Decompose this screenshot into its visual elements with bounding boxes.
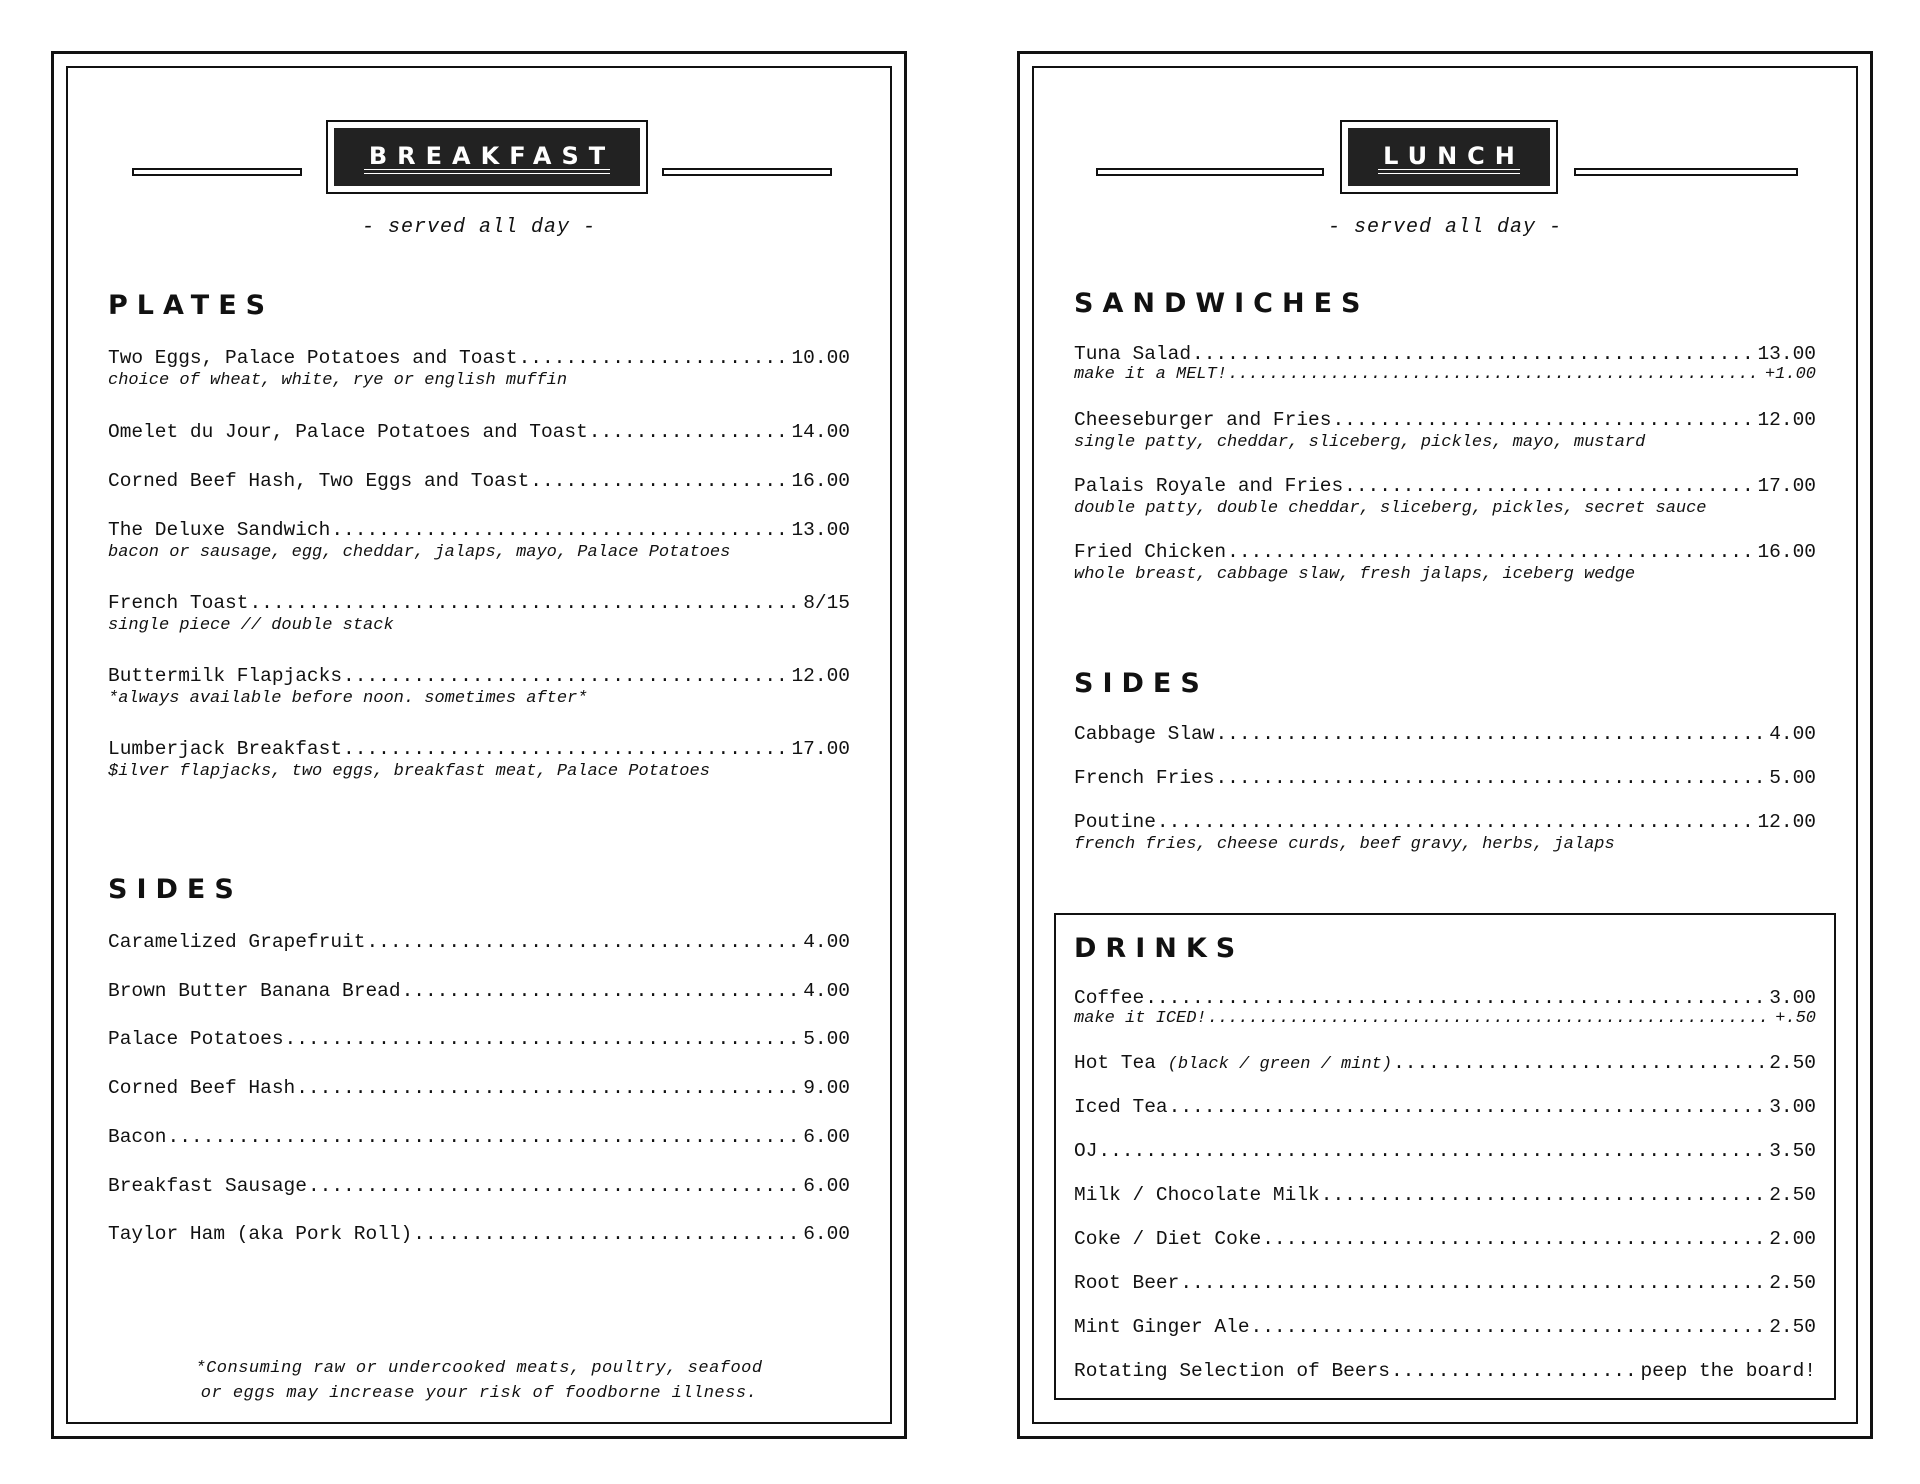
drink-item [1074, 1184, 1816, 1206]
item-price: 4.00 [803, 980, 850, 1002]
item-name: Taylor Ham (aka Pork Roll) [108, 1223, 413, 1245]
menu-item [108, 421, 850, 443]
item-name: Coke / Diet Coke [1074, 1228, 1262, 1250]
addon-name: make it ICED! [1074, 1009, 1207, 1028]
banner-rule-left [1096, 168, 1324, 176]
banner-rule-left [132, 168, 302, 176]
lunch-inner-frame [1032, 66, 1858, 1424]
footnote-line: *Consuming raw or undercooked meats, poultry, seafood [195, 1359, 763, 1378]
item-price: 12.00 [1757, 811, 1816, 833]
item-price: 9.00 [803, 1077, 850, 1099]
item-name: French Toast [108, 592, 249, 614]
breakfast-inner-frame [66, 66, 892, 1424]
side-item [1074, 723, 1816, 745]
item-description: bacon or sausage, egg, cheddar, jalaps, mayo, Palace Potatoes [108, 543, 731, 562]
menu-item [1074, 343, 1816, 384]
side-item [1074, 811, 1816, 854]
side-item [108, 1175, 850, 1197]
item-name: Buttermilk Flapjacks [108, 665, 343, 687]
item-price: 8/15 [803, 592, 850, 614]
drink-item [1074, 1096, 1816, 1118]
item-price: 3.00 [1769, 1096, 1816, 1118]
item-name: Corned Beef Hash, Two Eggs and Toast [108, 470, 530, 492]
drinks-box [1054, 913, 1836, 1400]
item-description: double patty, double cheddar, sliceberg, pickles, secret sauce [1074, 499, 1707, 518]
side-item [108, 1028, 850, 1050]
item-description: $ilver flapjacks, two eggs, breakfast meat, Palace Potatoes [108, 762, 710, 781]
sides-heading: SIDES [108, 874, 243, 905]
item-name: Fried Chicken [1074, 541, 1227, 563]
item-price: 14.00 [791, 421, 850, 443]
item-name: Two Eggs, Palace Potatoes and Toast [108, 347, 518, 369]
item-name: Corned Beef Hash [108, 1077, 296, 1099]
breakfast-title: BREAKFAST [368, 142, 616, 170]
lunch-title-banner [1340, 120, 1558, 194]
drinks-heading: DRINKS [1074, 933, 1245, 964]
item-name: Iced Tea [1074, 1096, 1168, 1118]
banner-rule-right [662, 168, 832, 176]
menu-item [1074, 409, 1816, 452]
drink-item [1074, 1360, 1816, 1382]
item-price: 17.00 [1757, 475, 1816, 497]
item-price: 4.00 [1769, 723, 1816, 745]
item-name: Omelet du Jour, Palace Potatoes and Toast [108, 421, 588, 443]
item-price: 12.00 [791, 665, 850, 687]
item-description: single patty, cheddar, sliceberg, pickles, mayo, mustard [1074, 433, 1646, 452]
item-price: 17.00 [791, 738, 850, 760]
item-name: Hot Tea [1074, 1052, 1156, 1074]
item-price: 13.00 [1757, 343, 1816, 365]
item-price: 2.50 [1769, 1184, 1816, 1206]
side-item [108, 1077, 850, 1099]
breakfast-title-banner [326, 120, 648, 194]
side-item [108, 1126, 850, 1148]
item-description: whole breast, cabbage slaw, fresh jalaps, iceberg wedge [1074, 565, 1636, 584]
breakfast-menu-panel [51, 51, 907, 1439]
lunch-menu-panel [1017, 51, 1873, 1439]
item-name: Brown Butter Banana Bread [108, 980, 401, 1002]
drink-item [1074, 987, 1816, 1028]
item-name: French Fries [1074, 767, 1215, 789]
item-name: Breakfast Sausage [108, 1175, 307, 1197]
drink-item [1074, 1140, 1816, 1162]
item-price: 4.00 [803, 931, 850, 953]
item-name: Bacon [108, 1126, 167, 1148]
drink-item [1074, 1228, 1816, 1250]
item-name: Caramelized Grapefruit [108, 931, 366, 953]
menu-item [108, 347, 850, 390]
item-price: 12.00 [1757, 409, 1816, 431]
menu-item [108, 665, 850, 708]
item-name: Root Beer [1074, 1272, 1180, 1294]
item-description: french fries, cheese curds, beef gravy, herbs, jalaps [1074, 835, 1615, 854]
side-item [108, 931, 850, 953]
addon-price: +1.00 [1764, 365, 1816, 384]
item-name: The Deluxe Sandwich [108, 519, 331, 541]
item-price: 2.00 [1769, 1228, 1816, 1250]
item-addon [1074, 365, 1816, 384]
drink-item [1074, 1272, 1816, 1294]
side-item [108, 980, 850, 1002]
menu-item [1074, 475, 1816, 518]
item-name: Cheeseburger and Fries [1074, 409, 1332, 431]
item-name: Mint Ginger Ale [1074, 1316, 1250, 1338]
food-safety-footnote [68, 1356, 890, 1406]
addon-price: +.50 [1775, 1009, 1816, 1028]
item-description: *always available before noon. sometimes after* [108, 689, 588, 708]
side-item [1074, 767, 1816, 789]
item-price: 2.50 [1769, 1316, 1816, 1338]
item-name: Lumberjack Breakfast [108, 738, 343, 760]
footnote-line: or eggs may increase your risk of foodborne illness. [200, 1384, 758, 1403]
item-variants: (black / green / mint) [1167, 1055, 1393, 1074]
item-price: 2.50 [1769, 1272, 1816, 1294]
menu-item [108, 470, 850, 492]
item-price: 16.00 [791, 470, 850, 492]
item-name: Cabbage Slaw [1074, 723, 1215, 745]
item-addon [1074, 1009, 1816, 1028]
item-price: 13.00 [791, 519, 850, 541]
item-price: 2.50 [1769, 1052, 1816, 1074]
addon-name: make it a MELT! [1074, 365, 1228, 384]
lunch-served-note: - served all day - [1327, 216, 1563, 239]
drink-item [1074, 1052, 1816, 1074]
sides-heading: SIDES [1074, 668, 1209, 699]
menu-item [108, 592, 850, 635]
menu-item [1074, 541, 1816, 584]
item-price: 10.00 [791, 347, 850, 369]
item-price: 3.00 [1769, 987, 1816, 1009]
item-name: Palais Royale and Fries [1074, 475, 1344, 497]
item-description: single piece // double stack [108, 616, 394, 635]
item-price: peep the board! [1640, 1360, 1816, 1382]
side-item [108, 1223, 850, 1245]
item-price: 6.00 [803, 1223, 850, 1245]
plates-heading: PLATES [108, 290, 275, 321]
item-description: choice of wheat, white, rye or english muffin [108, 371, 568, 390]
item-price: 6.00 [803, 1175, 850, 1197]
menu-item [108, 519, 850, 562]
drink-item [1074, 1316, 1816, 1338]
item-price: 5.00 [803, 1028, 850, 1050]
lunch-title: LUNCH [1383, 142, 1525, 170]
item-name: Poutine [1074, 811, 1156, 833]
breakfast-served-note: - served all day - [361, 216, 597, 239]
item-name: Milk / Chocolate Milk [1074, 1184, 1320, 1206]
item-name: Tuna Salad [1074, 343, 1192, 365]
item-price: 6.00 [803, 1126, 850, 1148]
sandwiches-heading: SANDWICHES [1074, 288, 1370, 319]
item-name: Rotating Selection of Beers [1074, 1360, 1390, 1382]
item-price: 3.50 [1769, 1140, 1816, 1162]
item-price: 16.00 [1757, 541, 1816, 563]
item-price: 5.00 [1769, 767, 1816, 789]
item-name: Coffee [1074, 987, 1145, 1009]
banner-rule-right [1574, 168, 1798, 176]
item-name: Palace Potatoes [108, 1028, 284, 1050]
menu-item [108, 738, 850, 781]
item-name: OJ [1074, 1140, 1098, 1162]
